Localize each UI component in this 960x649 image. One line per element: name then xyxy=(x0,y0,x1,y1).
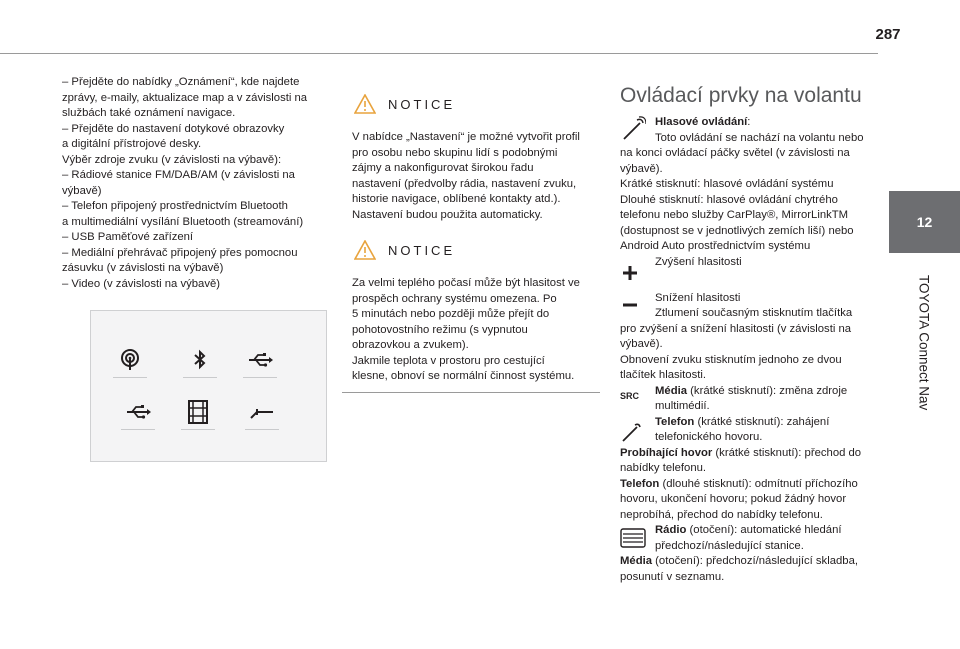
text-line: – Rádiové stanice FM/DAB/AM (v závislosti na xyxy=(62,169,295,181)
ongoing-text: (krátké stisknutí): přechod do xyxy=(712,446,862,459)
text-line xyxy=(655,523,842,539)
voice-control-row xyxy=(620,115,885,146)
divider xyxy=(181,429,215,430)
page-number: 287 xyxy=(875,26,901,43)
voice-colon: : xyxy=(747,116,751,128)
text-line: zprávy, e-maily, aktualizace map a v závislosti na xyxy=(62,91,308,104)
ongoing-bold: Probíhající hovor xyxy=(620,446,713,459)
text-line: výbavě) xyxy=(62,184,102,197)
text-line: – USB Paměťové zařízení xyxy=(62,231,194,243)
divider xyxy=(113,377,147,378)
notice-box-temperature xyxy=(342,232,600,393)
text-line: – Telefon připojený prostřednictvím Bluetooth xyxy=(62,200,288,212)
column-3-text xyxy=(620,115,885,585)
radio-icon xyxy=(117,347,143,373)
media-turn-text: (otočení): předchozí/následující skladba, xyxy=(652,555,858,567)
text-line: multimédií. xyxy=(655,400,710,412)
text-line: výbavě). xyxy=(620,338,663,350)
video-icon xyxy=(185,399,211,425)
volume-down-row xyxy=(620,291,885,307)
text-line: Za velmi teplého počasí může být hlasitost ve xyxy=(352,277,580,289)
text-line: na konci ovládací páčky světel (v závislosti na xyxy=(620,147,850,159)
text-line: Zvýšení hlasitosti xyxy=(655,255,742,268)
warning-triangle-icon xyxy=(354,240,376,260)
text-line: Android Auto prostřednictvím systému xyxy=(620,240,811,252)
text-line: Výběr zdroje zvuku (v závislosti na výbavě): xyxy=(62,153,282,166)
text-line: – Přejděte do nastavení dotykové obrazovky xyxy=(62,122,285,135)
radio-row xyxy=(620,523,885,554)
text-line xyxy=(620,477,885,493)
text-line xyxy=(655,384,847,400)
text-line: klesne, obnoví se normální činnost systému. xyxy=(352,370,575,382)
text-line: službách také oznámení navigace. xyxy=(62,107,236,119)
volume-up-row xyxy=(620,255,885,291)
radio-bold: Rádio xyxy=(655,524,687,536)
divider xyxy=(243,377,277,378)
radio-text: (otočení): automatické hledání xyxy=(686,524,842,536)
notice-header xyxy=(342,232,600,268)
text-line xyxy=(620,446,885,462)
phone-long-text: (dlouhé stisknutí): odmítnutí příchozího xyxy=(659,477,858,490)
src-label: SRC xyxy=(620,390,640,401)
notice-box-profiles xyxy=(342,86,600,242)
phone-icon xyxy=(620,421,642,443)
media-text: (krátké stisknutí): změna zdroje xyxy=(687,384,848,397)
text-line: a multimediální vysílání Bluetooth (streamování) xyxy=(62,215,304,228)
text-line: zásuvku (v závislosti na výbavě) xyxy=(62,262,224,274)
notice-header xyxy=(342,86,600,122)
text-line: Obnovení zvuku stisknutím jednoho ze dvou xyxy=(620,353,842,366)
chapter-title: TOYOTA Connect Nav xyxy=(916,275,932,411)
text-line: pro osobu nebo skupinu lidí s podobnými xyxy=(352,146,558,159)
usb-icon xyxy=(125,399,151,425)
bluetooth-icon xyxy=(187,347,213,373)
scroll-wheel-icon xyxy=(620,527,646,549)
header-rule xyxy=(0,53,878,54)
text-line: Snížení hlasitosti xyxy=(655,291,741,304)
text-line: Ztlumení současným stisknutím tlačítka xyxy=(655,307,853,319)
text-line xyxy=(655,115,864,131)
warning-triangle-icon xyxy=(354,94,376,114)
text-line: neprobíhá, přechod do nabídky telefonu. xyxy=(620,508,823,521)
text-line xyxy=(620,554,885,570)
notice-body xyxy=(342,122,600,231)
text-line: výbavě). xyxy=(620,162,663,175)
phone-text: (krátké stisknutí): zahájení xyxy=(694,415,830,428)
voice-command-icon xyxy=(620,115,646,141)
text-line: historie navigace, oblíbené kontakty atd.). xyxy=(352,193,561,205)
media-turn-bold: Média xyxy=(620,555,653,567)
section-title: Ovládací prvky na volantu xyxy=(620,84,862,107)
text-line: pohotovostního režimu (s vypnutou xyxy=(352,323,528,336)
text-line: Krátké stisknutí: hlasové ovládání systému xyxy=(620,178,834,190)
text-line: pro zvýšení a snížení hlasitosti (v závislosti na xyxy=(620,322,852,335)
text-line: telefonu nebo služby CarPlay®, MirrorLinkTM xyxy=(620,209,849,221)
text-line: posunutí v seznamu. xyxy=(620,570,725,583)
text-line: prospěch ochrany systému omezena. Po xyxy=(352,292,557,305)
text-line: – Mediální přehrávač připojený přes pomocnou xyxy=(62,246,298,259)
media-row xyxy=(620,384,885,415)
phone-bold: Telefon xyxy=(655,415,695,428)
media-bold: Média xyxy=(655,384,688,397)
audio-source-icon-panel xyxy=(90,310,327,462)
text-line: tlačítek hlasitosti. xyxy=(620,369,707,381)
text-line: nastavení (předvolby rádia, nastavení zvuku, xyxy=(352,177,577,190)
text-line: a digitální přístrojové desky. xyxy=(62,138,202,150)
text-line: V nabídce „Nastavení“ je možné vytvořit profil xyxy=(352,131,580,143)
divider xyxy=(183,377,217,378)
notice-title: NOTICE xyxy=(388,96,456,112)
text-line: telefonického hovoru. xyxy=(655,431,763,443)
column-1-text xyxy=(62,75,330,292)
divider xyxy=(245,429,279,430)
text-line: obrazovkou a zvukem). xyxy=(352,339,469,351)
voice-bold: Hlasové ovládání xyxy=(655,116,748,128)
text-line: – Přejděte do nabídky „Oznámení“, kde najdete xyxy=(62,76,300,88)
text-line: 5 minutách nebo později může přejít do xyxy=(352,308,550,320)
chapter-tab: 12 xyxy=(889,191,960,253)
phone-long-bold: Telefon xyxy=(620,477,660,490)
usb-icon xyxy=(247,347,273,373)
phone-row xyxy=(620,415,885,446)
text-line: nabídky telefonu. xyxy=(620,462,707,474)
text-line: Jakmile teplota v prostoru pro cestující xyxy=(352,354,545,367)
aux-icon xyxy=(249,399,275,425)
text-line: Dlouhé stisknutí: hlasové ovládání chytrého xyxy=(620,193,838,206)
text-line: předchozí/následující stanice. xyxy=(655,539,804,552)
text-line: hovoru, ukončení hovoru; pokud žádný hovor xyxy=(620,493,847,505)
text-line: Nastavení budou použita automaticky. xyxy=(352,208,543,221)
notice-title: NOTICE xyxy=(388,242,456,258)
divider xyxy=(121,429,155,430)
text-line: – Video (v závislosti na výbavě) xyxy=(62,277,221,290)
chapter-title-vertical xyxy=(894,275,954,415)
plus-icon xyxy=(620,263,640,283)
text-line: (dostupnost se v jednotlivých zemích liší) nebo xyxy=(620,224,854,237)
minus-icon xyxy=(620,295,640,315)
text-line xyxy=(655,415,829,431)
text-line: zájmy a nakonfigurovat širokou řadu xyxy=(352,162,534,174)
text-line: Toto ovládání se nachází na volantu nebo xyxy=(655,131,864,144)
notice-body xyxy=(342,268,600,393)
